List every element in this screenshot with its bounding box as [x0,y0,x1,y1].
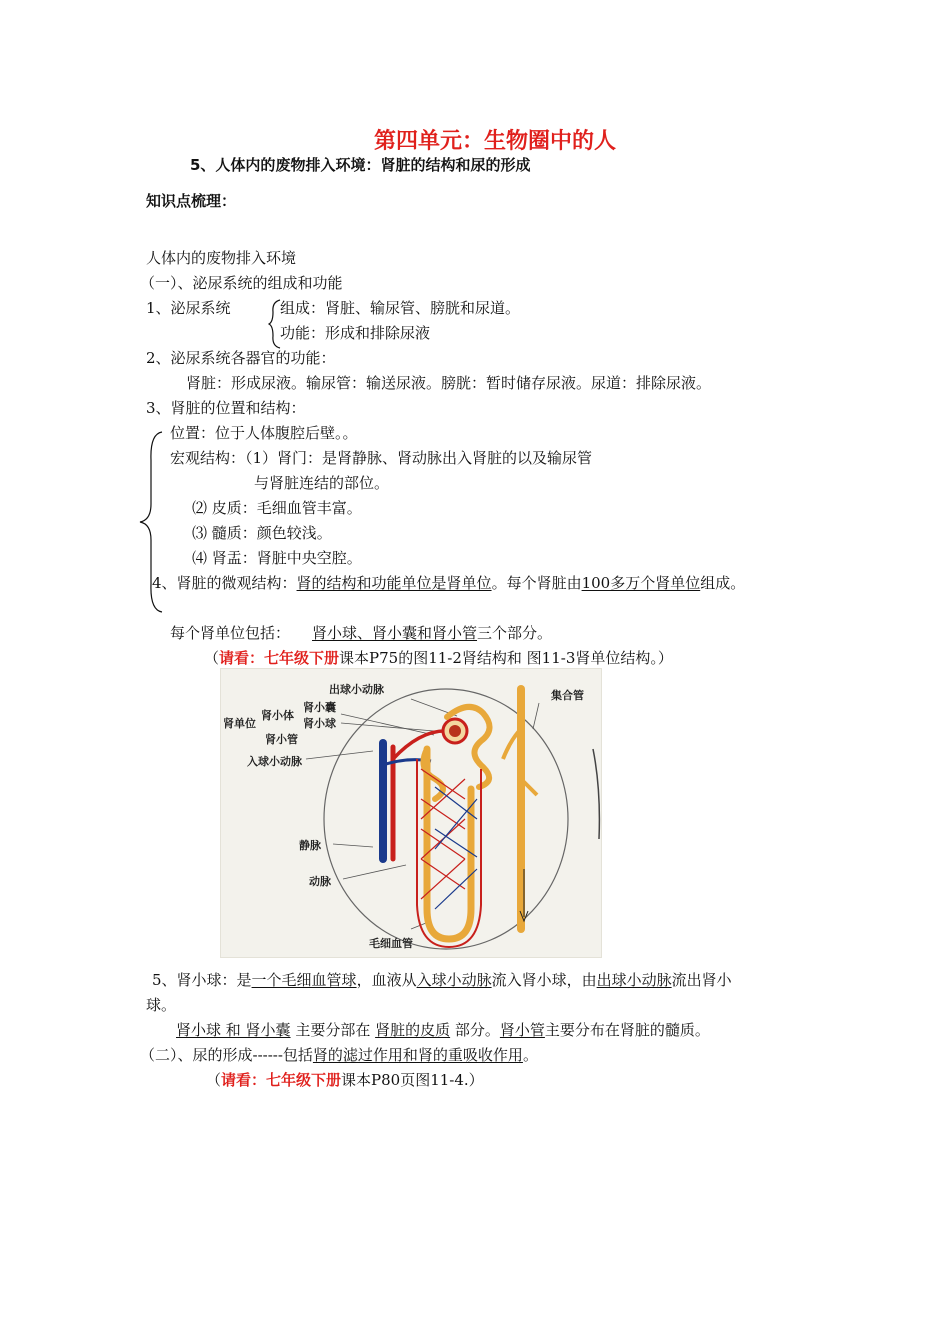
section-label: 知识点梳理： [146,192,237,210]
item5-line-cont: 球。 [146,996,177,1014]
item4-underline-unit: 肾的结构和功能单位是肾单位 [296,574,492,592]
item3-label: 3、肾脏的位置和结构： [146,399,306,417]
part2-underline: 肾的滤过作用和肾的重吸收作用 [312,1046,523,1064]
item3-cortex: ⑵ 皮质：毛细血管丰富。 [192,499,362,517]
label-artery: 动脉 [309,875,331,888]
item5-underline-afferent: 入球小动脉 [416,971,492,989]
label-collecting: 集合管 [551,689,584,702]
item1-function: 功能：形成和排除尿液 [280,324,431,342]
note-2: （请看：七年级下册课本P80页图11-4.） [206,1071,484,1089]
label-efferent: 出球小动脉 [329,683,384,696]
item3-pelvis: ⑷ 肾盂：肾脏中央空腔。 [192,549,362,567]
label-capillary: 毛细血管 [369,937,413,950]
item3-medulla: ⑶ 髓质：颜色较浅。 [192,524,332,542]
item2-label: 2、泌尿系统各器官的功能： [146,349,336,367]
part1-heading: （一）、泌尿系统的组成和功能 [140,274,343,292]
item2-text: 肾脏：形成尿液。输尿管：输送尿液。膀胱：暂时储存尿液。尿道：排除尿液。 [186,374,712,392]
note-1: （请看：七年级下册课本P75的图11-2肾结构和 图11-3肾单位结构。） [204,649,673,667]
label-tubule: 肾小管 [265,733,298,746]
dist-underline-corpuscle: 肾小球 和 肾小囊 [176,1021,291,1039]
dist-underline-tubule: 肾小管 [499,1021,545,1039]
page-title: 第四单元：生物圈中的人 [374,129,617,154]
label-glomerulus: 肾小球 [303,717,336,730]
topic-line: 人体内的废物排入环境 [146,249,297,267]
dist-underline-cortex: 肾脏的皮质 [375,1021,451,1039]
item4-underline-count: 100多万个肾单位 [581,574,701,592]
label-capsule: 肾小囊 [303,701,336,714]
label-afferent: 入球小动脉 [247,755,302,768]
lesson-subtitle: 5、人体内的废物排入环境：肾脏的结构和尿的形成 [190,156,531,174]
item1-label: 1、泌尿系统 [146,299,231,317]
item5-line: 5、肾小球：是一个毛细血管球，血液从入球小动脉流入肾小球，由出球小动脉流出肾小 [152,971,732,989]
nephron-figure [220,668,602,958]
nephron-line: 每个肾单位包括： 肾小球、肾小囊和肾小管三个部分。 [170,624,553,642]
item1-composition: 组成：肾脏、输尿管、膀胱和尿道。 [280,299,521,317]
nephron-parts-underline: 肾小球、肾小囊和肾小管 [312,624,478,642]
part2-line: （二）、尿的形成------包括肾的滤过作用和肾的重吸收作用。 [140,1046,538,1064]
item5-underline-ball: 一个毛细血管球 [251,971,357,989]
label-nephron: 肾单位 [223,717,256,730]
label-corpuscle: 肾小体 [261,709,294,722]
item3-macro: 宏观结构：（1）肾门：是肾静脉、肾动脉出入肾脏的以及输尿管 [170,449,593,467]
item3-macro-cont: 与肾脏连结的部位。 [254,474,390,492]
label-vein: 静脉 [299,839,321,852]
item4-line: 4、肾脏的微观结构：肾的结构和功能单位是肾单位。每个肾脏由100多万个肾单位组成。 [152,574,746,592]
distribution-line: 肾小球 和 肾小囊 主要分部在 肾脏的皮质 部分。肾小管主要分布在肾脏的髓质。 [176,1021,710,1039]
item5-underline-efferent: 出球小动脉 [596,971,672,989]
item3-position: 位置：位于人体腹腔后壁。。 [170,424,358,442]
